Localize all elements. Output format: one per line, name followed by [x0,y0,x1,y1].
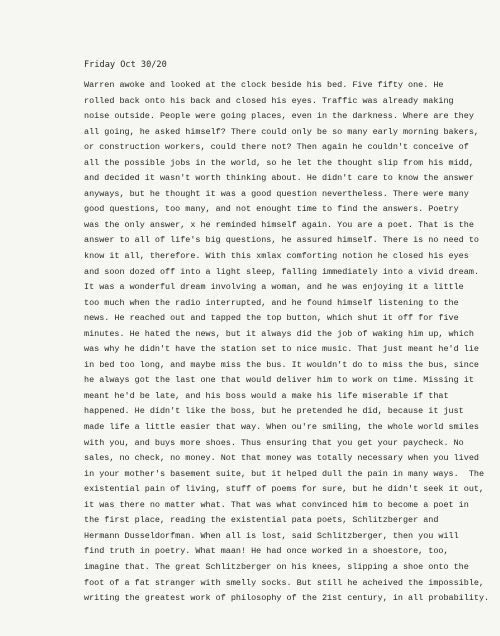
text-line: was the only answer, x he reminded himself again. You are a poet. That is the [84,219,474,230]
text-line: made life a little easier that way. When ou're smiling, the whole world smiles [84,422,479,433]
text-line: sales, no check, no money. Not that money was totally necessary when you lived [84,453,479,464]
text-line: happened. He didn't like the boss, but he pretended he did, because it just [84,406,464,417]
text-line: noise outside. People were going places, even in the darkness. Where are they [84,111,474,122]
text-line: all the possible jobs in the world, so he let the thought slip from his midd, [84,157,474,168]
text-line: good questions, too many, and not enought time to find the answers. Poetry [84,204,459,215]
text-line: it was there no matter what. That was what convinced him to become a poet in [84,499,469,510]
text-line: news. He reached out and tapped the top button, which shut it off for five [84,313,459,324]
text-line: existential pain of living, stuff of poems for sure, but he didn't seek it out, [84,484,485,495]
text-line: minutes. He hated the news, but it always did the job of waking him up, which [84,328,474,339]
text-line: Hermann Dusseldorfman. When all is lost, said Schlitzberger, then you will [84,530,459,541]
text-line: was why he didn't have the station set to nice music. That just meant he'd lie [84,344,479,355]
text-line: writing the greatest work of philosophy of the 21st century, in all probability. [84,593,490,604]
text-line: Warren awoke and looked at the clock beside his bed. Five fifty one. He [84,80,444,90]
text-line: in your mother's basement suite, but it helped dull the pain in many ways. The [84,468,485,479]
text-line: meant he'd be late, and his boss would a make his life miserable if that [84,390,449,401]
body-text [84,78,490,607]
text-line: know it all, therefore. With this xmlax comforting notion he closed his eyes [84,251,469,262]
text-line: rolled back onto his back and closed his eyes. Traffic was already making [84,95,454,106]
text-line: anyways, but he thought it was a good question nevertheless. There were many [84,188,469,199]
text-line: with you, and buys more shoes. Thus ensuring that you get your paycheck. No [84,437,464,448]
text-line: or construction workers, could there not? Then again he couldn't conceive of [84,142,469,153]
text-line: and soon dozed off into a light sleep, falling immediately into a vivid dream. [84,266,479,277]
text-line: imagine that. The great Schlitzberger on his knees, slipping a shoe onto the [84,561,469,572]
date-heading: Friday Oct 30/20 [84,60,167,70]
text-line: find truth in poetry. What maan! He had once worked in a shoestore, too, [84,546,449,557]
text-line: and decided it wasn't worth thinking about. He didn't care to know the answer [84,173,474,184]
text-line: in bed too long, and maybe miss the bus. It wouldn't do to miss the bus, since [84,359,479,370]
text-line: foot of a fat stranger with smelly socks. But still he acheived the impossible, [84,577,485,588]
text-line: the first place, reading the existential pata poets, Schlitzberger and [84,515,439,526]
text-line: he always got the last one that would deliver him to work on time. Missing it [84,375,474,386]
text-line: all going, he asked himself? There could only be so many early morning bakers, [84,126,479,137]
text-line: too much when the radio interrupted, and he found himself listening to the [84,297,459,308]
text-line: answer to all of life's big questions, he assured himself. There is no need to [84,235,479,246]
text-line: It was a wonderful dream involving a woman, and he was enjoying it a little [84,282,464,293]
